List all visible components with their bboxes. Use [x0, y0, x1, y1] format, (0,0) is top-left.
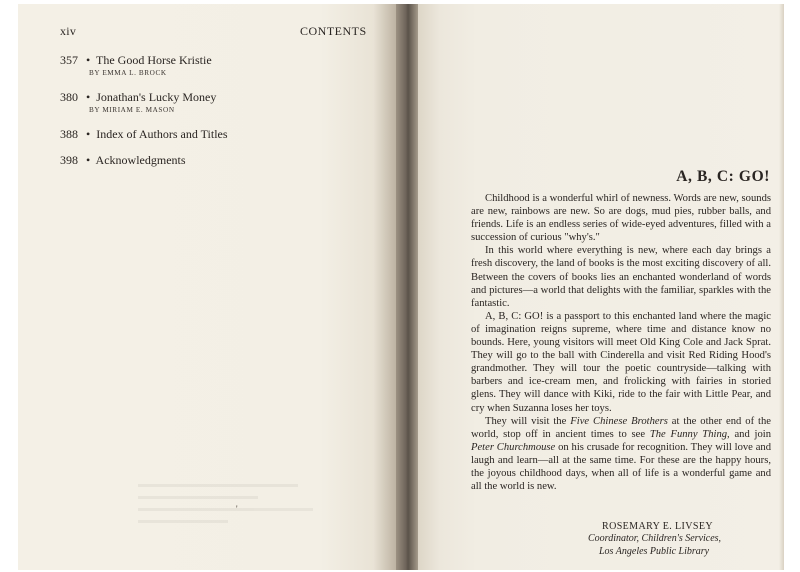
- toc-bullet: •: [86, 153, 91, 167]
- printer-mark: ': [236, 504, 238, 514]
- toc-page-number: 380: [60, 90, 78, 104]
- signature-block: [588, 520, 772, 558]
- toc-page-number: 357: [60, 53, 78, 67]
- toc-entry: [60, 127, 380, 142]
- toc-page-number: 398: [60, 153, 78, 167]
- toc-entry: [60, 153, 380, 168]
- toc-entry: [60, 53, 380, 79]
- toc-title: Index of Authors and Titles: [96, 127, 228, 141]
- show-through-text: [138, 484, 318, 554]
- toc-author: BY EMMA L. BROCK: [89, 69, 167, 77]
- page-number: xiv: [60, 24, 77, 38]
- book-spread: [18, 4, 784, 570]
- book-gutter: [396, 4, 418, 570]
- book-title: Five Chinese Brothers: [570, 415, 668, 427]
- book-title: Peter Churchmouse: [471, 441, 556, 453]
- paragraph: A, B, C: GO! is a passport to this enchanted land where the magic of imagination reigns supreme, where time and distance know no bounds. Here, young visitors will meet Old King Cole and Jack Sprat. They will go to the ball with Cinderella and visit Red Riding Hood's grandmother. They will tour the poetic countryside—talking with barbers and ice-cream men, and frolicking with fairies in storied glens. They will dance with Kiki, ride to the fair with Little Pear, and cry when Suzanna loses her toys.: [471, 310, 771, 414]
- right-page: [418, 4, 784, 570]
- toc-bullet: •: [86, 90, 91, 104]
- toc-entry: [60, 90, 380, 116]
- signature-role: Coordinator, Children's Services,: [588, 533, 722, 544]
- paragraph: In this world where everything is new, where each day brings a fresh discovery, the land of books is the most exciting discovery of all. Between the covers of books lies an enchanted wonderland of words and pictures—a world that delights with the familiar, sparkles with the fantastic.: [471, 245, 771, 309]
- toc-author: BY MIRIAM E. MASON: [89, 106, 175, 114]
- running-head: CONTENTS: [300, 24, 367, 38]
- table-of-contents: [60, 53, 380, 179]
- introduction-text: [471, 192, 771, 493]
- signature-organization: Los Angeles Public Library: [599, 545, 710, 557]
- toc-page-number: 388: [60, 127, 78, 141]
- page-title: A, B, C: GO!: [676, 168, 770, 185]
- book-title: The Funny Thing,: [649, 428, 730, 440]
- toc-title: Acknowledgments: [95, 153, 186, 167]
- toc-bullet: •: [86, 127, 91, 141]
- toc-bullet: •: [86, 53, 91, 67]
- paragraph: They will visit the Five Chinese Brothers at the other end of the world, stop off in ancient times to see The Funny Thing, and join Peter Churchmouse on his crusade for recognition. They will love and laugh and learn—all at the same time. For these are the happy hours, the joyous childhood days, when all of life is a wonderful game and all the world is new.: [471, 415, 772, 493]
- toc-title: The Good Horse Kristie: [96, 53, 212, 67]
- page-edge: [779, 4, 784, 570]
- signature-name: ROSEMARY E. LIVSEY: [602, 521, 714, 532]
- toc-title: Jonathan's Lucky Money: [96, 90, 217, 104]
- paragraph: Childhood is a wonderful whirl of newness. Words are new, sounds are new, rainbows are new. So are dogs, mud pies, rubber balls, and friends. Life is an endless series of wide-eyed adventures, filled with a succession of curious "why's.": [471, 193, 771, 244]
- left-page: [18, 4, 396, 570]
